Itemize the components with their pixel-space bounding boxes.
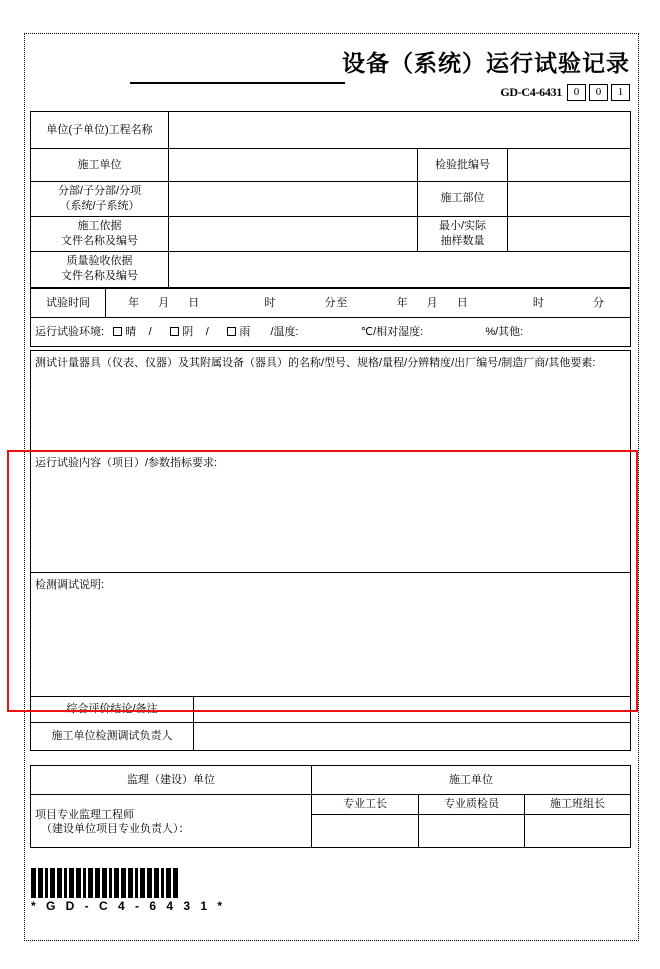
label-construction-basis-line1: 施工依据 xyxy=(77,219,122,232)
label-division-subdivision xyxy=(31,182,169,217)
time-hour-2: 时 xyxy=(532,296,545,309)
label-humidity-unit-other: %/其他: xyxy=(485,325,524,338)
separator-2: / xyxy=(205,325,209,338)
test-time-environment-table xyxy=(30,288,631,347)
time-month-2: 月 xyxy=(426,296,439,309)
table-row xyxy=(31,766,631,795)
project-info-table xyxy=(30,111,631,288)
title-blank-line xyxy=(130,82,345,84)
label-construction-location: 施工部位 xyxy=(418,182,508,217)
field-supervisor-engineer[interactable] xyxy=(31,795,312,848)
label-supervisor-engineer-line2: （建设单位项目专业负责人）： xyxy=(41,823,190,836)
checkbox-sunny[interactable] xyxy=(113,327,122,336)
label-acceptance-basis-line1: 质量验收依据 xyxy=(66,255,133,268)
time-day-2: 日 xyxy=(456,296,469,309)
label-construction-basis-line2: 文件名称及编号 xyxy=(61,234,138,247)
table-row xyxy=(31,289,631,318)
checkbox-cloudy[interactable] xyxy=(170,327,179,336)
code-digit-box-3[interactable]: 1 xyxy=(611,84,630,101)
label-instrument-info: 测试计量器具（仪表、仪器）及其附属设备（器具）的名称/型号、规格/量程/分辨精度/出厂编号/制造厂商/其他要素: xyxy=(35,357,596,369)
table-row xyxy=(31,216,631,251)
separator-1: / xyxy=(148,325,152,338)
label-temperature: /温度: xyxy=(270,325,299,338)
label-overall-conclusion: 综合评价结论/备注 xyxy=(31,697,194,723)
table-row xyxy=(31,451,631,573)
form-code-row xyxy=(500,84,630,101)
table-row xyxy=(31,795,631,815)
label-sampling-quantity-line2: 抽样数量 xyxy=(440,234,485,247)
label-inspection-batch-no: 检验批编号 xyxy=(418,149,508,182)
label-construction-unit: 施工单位 xyxy=(31,149,169,182)
label-acceptance-basis-line2: 文件名称及编号 xyxy=(61,270,138,283)
label-test-content: 运行试验内容（项目）/参数指标要求: xyxy=(35,457,218,469)
time-year-2: 年 xyxy=(396,296,409,309)
table-row xyxy=(31,723,631,751)
label-rain: 雨 xyxy=(239,325,251,338)
field-division-subdivision[interactable] xyxy=(169,182,418,217)
barcode-bar xyxy=(173,868,178,898)
field-construction-basis[interactable] xyxy=(169,216,418,251)
test-body-table xyxy=(30,350,631,751)
field-test-environment[interactable] xyxy=(31,318,631,347)
field-inspection-batch-no[interactable] xyxy=(508,149,631,182)
code-digit-box-2[interactable]: 0 xyxy=(589,84,608,101)
label-testing-responsible-person: 施工单位检测调试负责人 xyxy=(31,723,194,751)
table-row xyxy=(31,318,631,347)
table-row xyxy=(31,149,631,182)
field-debug-description[interactable] xyxy=(31,573,631,697)
form-code-label: GD-C4-6431 xyxy=(500,85,562,99)
document-header xyxy=(30,48,630,108)
table-row xyxy=(31,351,631,451)
barcode-text: * G D - C 4 - 6 4 3 1 * xyxy=(31,899,226,913)
label-sunny: 晴 xyxy=(125,325,137,338)
time-year-1: 年 xyxy=(128,296,141,309)
field-test-content[interactable] xyxy=(31,451,631,573)
header-team-leader: 施工班组长 xyxy=(525,795,631,815)
field-quality-inspector[interactable] xyxy=(419,814,525,847)
field-construction-location[interactable] xyxy=(508,182,631,217)
label-unit-project-name: 单位(子单位)工程名称 xyxy=(31,112,169,149)
title-row xyxy=(30,48,630,86)
label-construction-basis xyxy=(31,216,169,251)
header-supervisor-unit: 监理（建设）单位 xyxy=(31,766,312,795)
label-sampling-quantity xyxy=(418,216,508,251)
barcode xyxy=(31,868,226,913)
signature-table xyxy=(30,765,631,848)
page-title: 设备（系统）运行试验记录 xyxy=(342,50,630,76)
table-row xyxy=(31,697,631,723)
barcode-bars xyxy=(31,868,205,898)
label-division-line1: 分部/子分部/分项 xyxy=(57,185,142,197)
table-row xyxy=(31,251,631,287)
label-temperature-unit-humidity: ℃/相对湿度: xyxy=(360,325,424,338)
field-testing-responsible-person[interactable] xyxy=(194,723,631,751)
time-minute-to: 分至 xyxy=(324,296,349,309)
field-unit-project-name[interactable] xyxy=(169,112,631,149)
time-month-1: 月 xyxy=(158,296,171,309)
field-professional-foreman[interactable] xyxy=(312,814,419,847)
time-minute-2: 分 xyxy=(592,296,605,309)
time-day-1: 日 xyxy=(188,296,201,309)
label-test-time: 试验时间 xyxy=(31,289,106,318)
field-team-leader[interactable] xyxy=(525,814,631,847)
label-debug-description: 检测调试说明: xyxy=(35,579,105,591)
label-acceptance-basis xyxy=(31,251,169,287)
label-test-environment: 运行试验环境: xyxy=(35,325,105,338)
table-row xyxy=(31,112,631,149)
code-digit-box-1[interactable]: 0 xyxy=(567,84,586,101)
field-overall-conclusion[interactable] xyxy=(194,697,631,723)
table-row xyxy=(31,182,631,217)
field-acceptance-basis[interactable] xyxy=(169,251,631,287)
label-division-line2: （系统/子系统） xyxy=(59,199,140,212)
field-construction-unit[interactable] xyxy=(169,149,418,182)
header-quality-inspector: 专业质检员 xyxy=(419,795,525,815)
time-hour-1: 时 xyxy=(264,296,277,309)
header-professional-foreman: 专业工长 xyxy=(312,795,419,815)
label-supervisor-engineer-line1: 项目专业监理工程师 xyxy=(35,808,134,821)
label-cloudy: 阴 xyxy=(182,325,194,338)
checkbox-rain[interactable] xyxy=(227,327,236,336)
field-instrument-info[interactable] xyxy=(31,351,631,451)
field-test-time[interactable] xyxy=(106,289,631,318)
table-row xyxy=(31,573,631,697)
label-sampling-quantity-line1: 最小/实际 xyxy=(438,219,487,232)
header-constructor-unit: 施工单位 xyxy=(312,766,631,795)
field-sampling-quantity[interactable] xyxy=(508,216,631,251)
